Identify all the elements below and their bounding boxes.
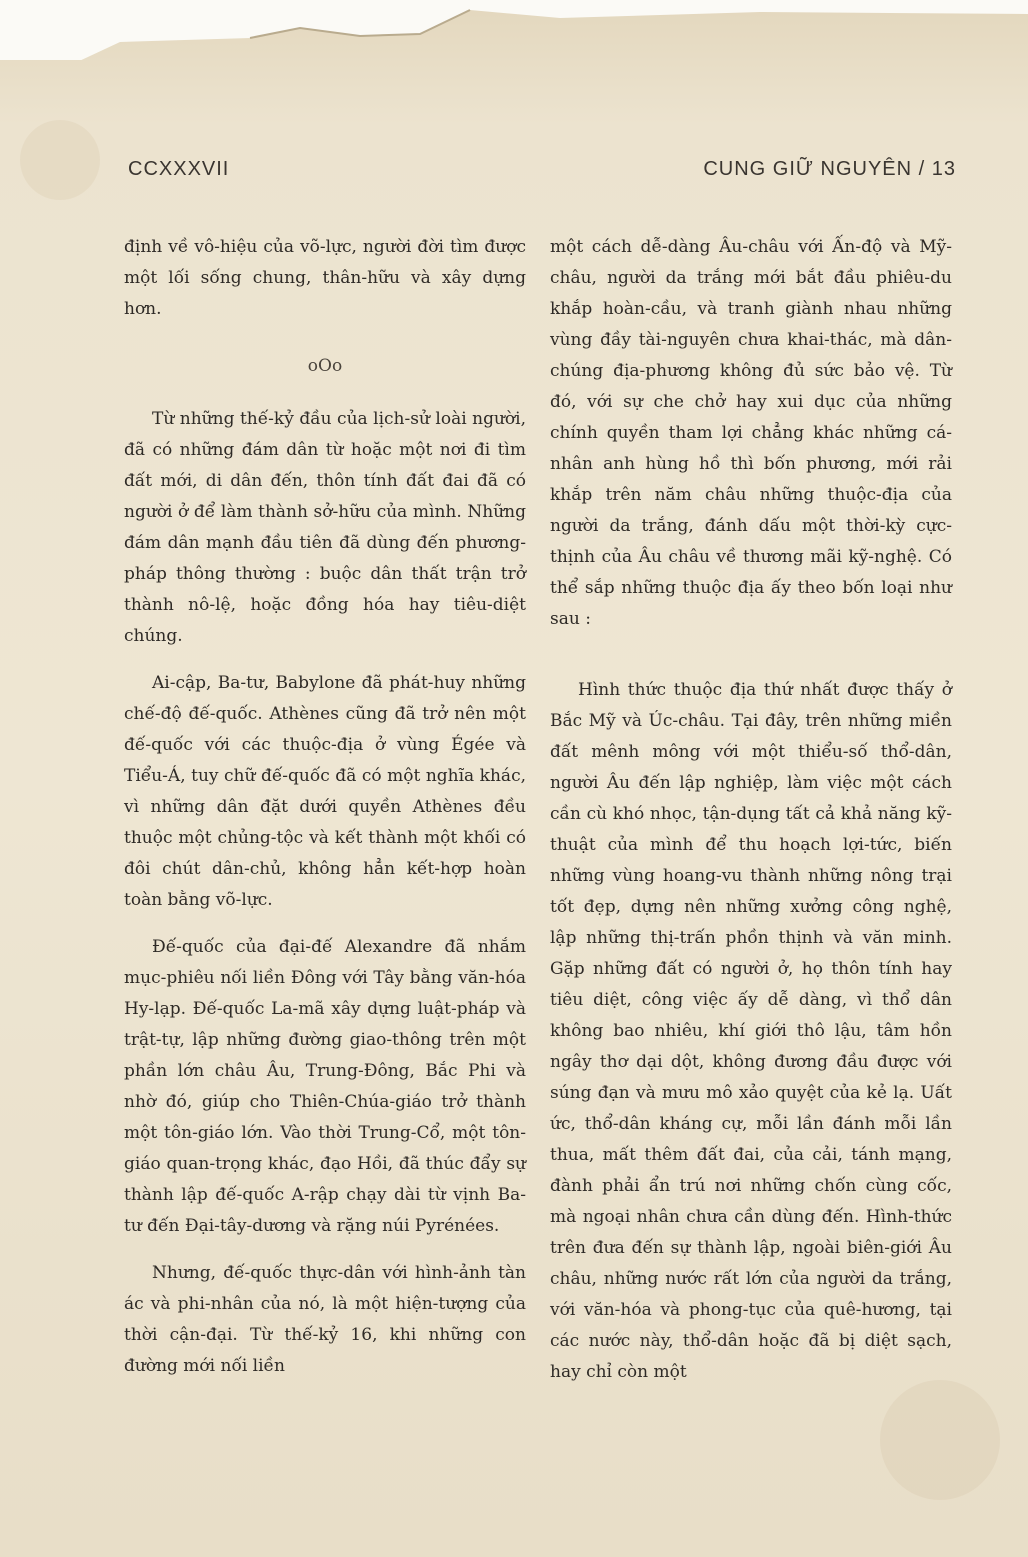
paragraph: Từ những thế-kỷ đầu của lịch-sử loài người, đã có những đám dân từ hoặc một nơi đi tìm đất mới, di dân đến, thôn tính đất đai đã có người ở để làm thành sở-hữu của mình. Những đám dân mạnh đầu tiên đã dùng đến phương-pháp thông thường : buộc dân thất trận trở thành nô-lệ, hoặc đồng hóa hay tiêu-diệt chúng.: [124, 409, 526, 646]
section-ornament: oOo: [307, 356, 343, 376]
paragraph: Đế-quốc của đại-đế Alexandre đã nhắm mục-phiêu nối liền Đông với Tây bằng văn-hóa Hy-lạp. Đế-quốc La-mã xây dựng luật-pháp và trật-tự, lập những đường giao-thông trên một phần lớn châu Âu, Trung-Đông, Bắc Phi và nhờ đó, giúp cho Thiên-Chúa-giáo trở thành một tôn-giáo lớn. Vào thời Trung-Cổ, một tôn-giáo quan-trọng khác, đạo Hồi, đã thúc đẩy sự thành lập đế-quốc A-rập chạy dài từ vịnh Ba-tư đến Đại-tây-dương và rặng núi Pyrénées.: [124, 937, 526, 1236]
paragraph: Hình thức thuộc địa thứ nhất được thấy ở Bắc Mỹ và Úc-châu. Tại đây, trên những miền đất mênh mông với một thiểu-số thổ-dân, người Âu đến lập nghiệp, làm việc một cách cần cù khó nhọc, tận-dụng tất cả khả năng kỹ-thuật của mình để thu hoạch lợi-tức, biến những vùng hoang-vu thành những nông trại tốt đẹp, dựng nên những xưởng công nghệ, lập những thị-trấn phồn thịnh và văn minh. Gặp những đất có người ở, họ thôn tính hay tiêu diệt, công việc ấy dễ dàng, vì thổ dân không bao nhiêu, khí giới thô lậu, tâm hồn ngây thơ dại dột, không đương đầu được với súng đạn và mưu mô xảo quyệt của kẻ lạ. Uất ức, thổ-dân kháng cự, mỗi lần đánh mỗi lần thua, mất thêm đất đai, của cải, tánh mạng, đành phải ẩn trú nơi những chốn cùng cốc, mà ngoại nhân chưa cần dùng đến. Hình-thức trên đưa đến sự thành lập, ngoài biên-giới Âu châu, những nước rất lớn của người da trắng, với văn-hóa và phong-tục của quê-hương, tại các nước này, thổ-dân hoặc đã bị diệt sạch, hay chỉ còn một: [550, 680, 952, 1382]
paragraph: Nhưng, đế-quốc thực-dân với hình-ảnh tàn ác và phi-nhân của nó, là một hiện-tượng của thời cận-đại. Từ thế-kỷ 16, khi những con đường mới nối liền: [124, 1263, 526, 1376]
paragraph: định về vô-hiệu của võ-lực, người đời tìm được một lối sống chung, thân-hữu và xây dựng hơn.: [124, 237, 526, 319]
left-column: [124, 232, 526, 1398]
right-column: [550, 232, 952, 1404]
torn-top-edge: [0, 0, 1028, 60]
page-title-number: CUNG GIỮ NGUYÊN / 13: [703, 158, 956, 180]
paragraph: Ai-cập, Ba-tư, Babylone đã phát-huy những chế-độ đế-quốc. Athènes cũng đã trở nên một đế-quốc với các thuộc-địa ở vùng Égée và Tiểu-Á, tuy chữ đế-quốc đã có một nghĩa khác, vì những dân đặt dưới quyền Athènes đều thuộc một chủng-tộc và kết thành một khối có đôi chút dân-chủ, không hẳn kết-hợp hoàn toàn bằng võ-lực.: [124, 673, 526, 910]
paper-stain: [20, 120, 100, 200]
chapter-number: CCXXXVII: [128, 158, 230, 180]
running-header: [128, 158, 956, 190]
paragraph: một cách dễ-dàng Âu-châu với Ấn-độ và Mỹ-châu, người da trắng mới bắt đầu phiêu-du khắp hoàn-cầu, và tranh giành nhau những vùng đầy tài-nguyên chưa khai-thác, mà dân-chúng địa-phương không đủ sức bảo vệ. Từ đó, với sự che chở hay xui dục của những chính quyền tham lợi chẳng khác những cá-nhân anh hùng hồ thì bốn phương, mới rải khắp trên năm châu những thuộc-địa của người da trắng, đánh dấu một thời-kỳ cực-thịnh của Âu châu về thương mãi kỹ-nghệ. Có thể sắp những thuộc địa ấy theo bốn loại như sau :: [550, 237, 952, 629]
